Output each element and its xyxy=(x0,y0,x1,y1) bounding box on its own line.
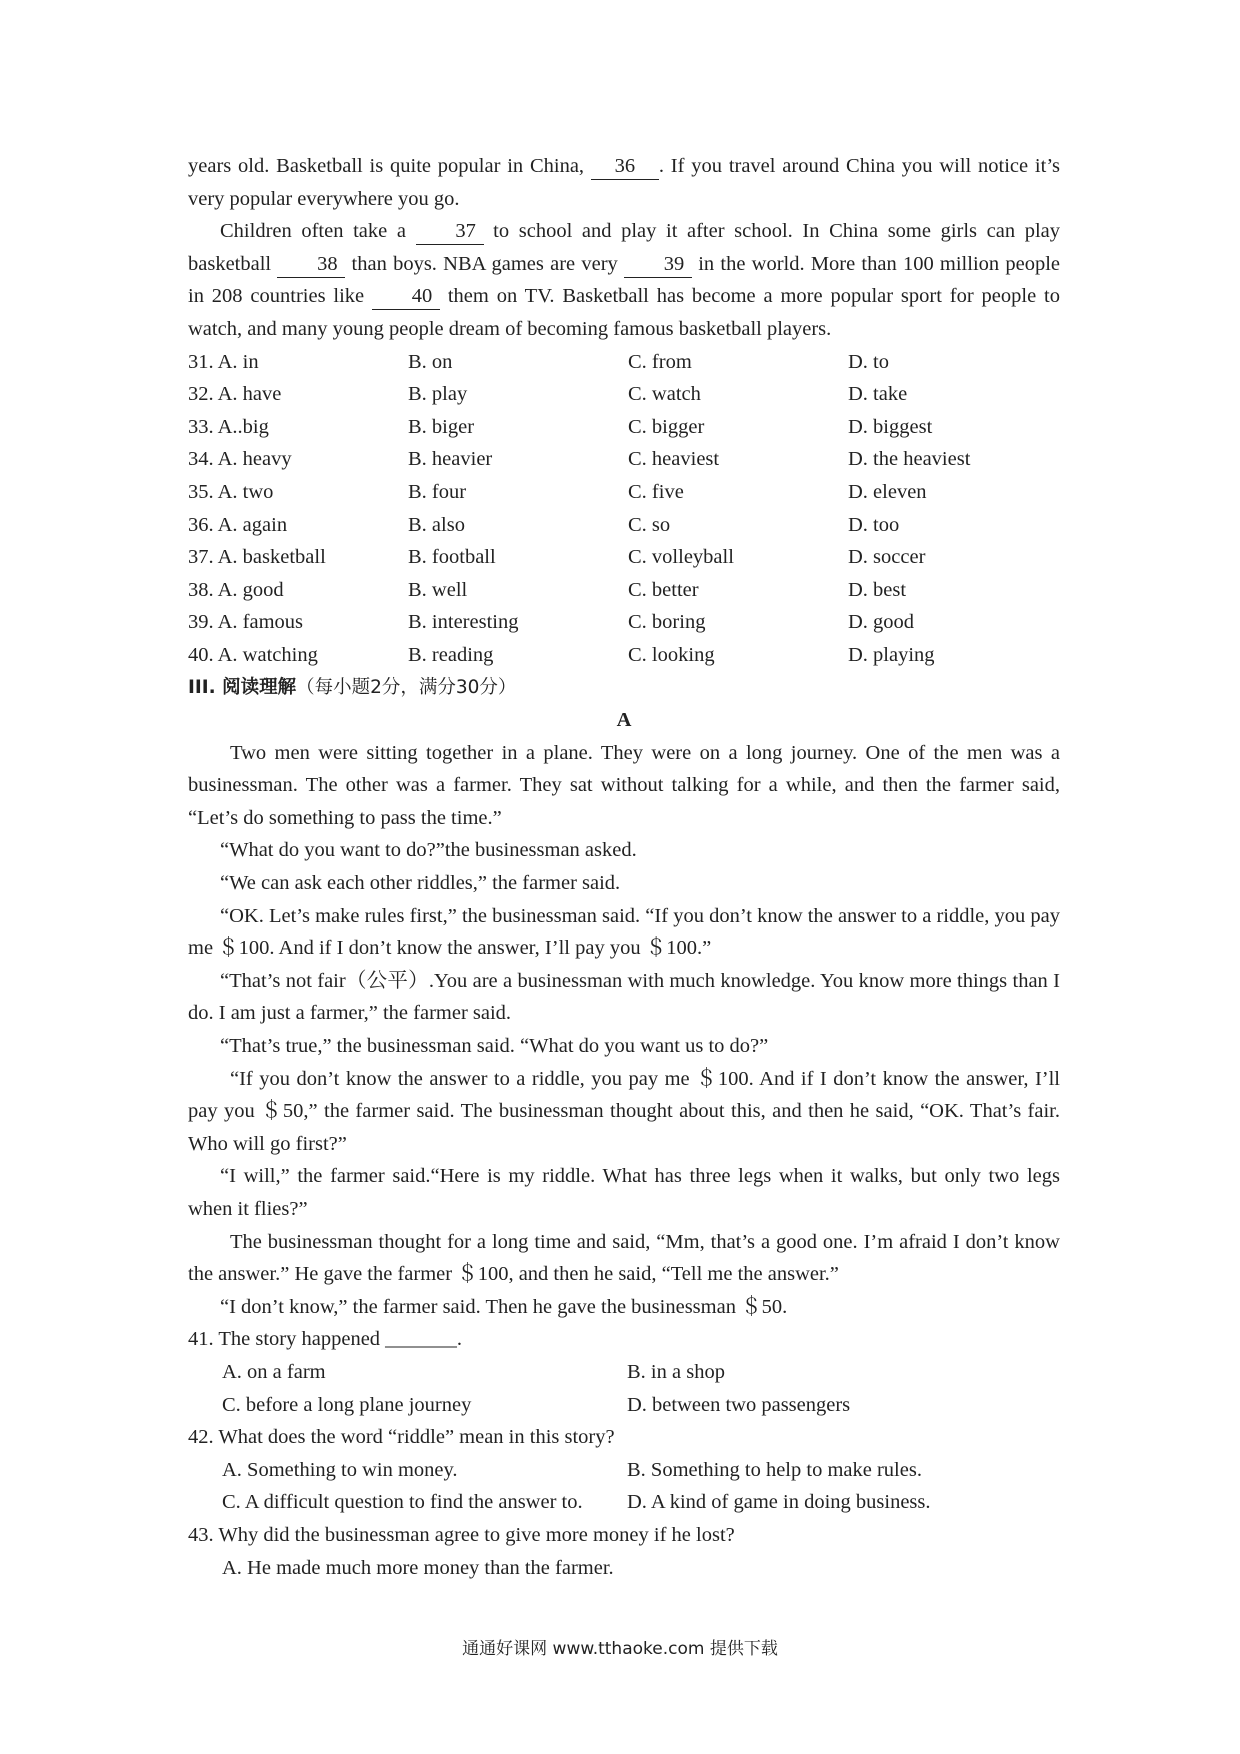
option: B. heavier xyxy=(408,448,493,471)
option: C. boring xyxy=(628,611,706,634)
option: D. too xyxy=(848,513,900,536)
passage-label: A xyxy=(616,709,632,732)
option: B. in a shop xyxy=(627,1360,725,1383)
option-row-37 xyxy=(188,541,1060,574)
question-stem: 41. The story happened _______. xyxy=(188,1328,463,1351)
option: A. on a farm xyxy=(222,1360,326,1383)
blank-37: 37 xyxy=(416,218,484,245)
text-run: Children often take a xyxy=(220,220,416,243)
option: B. Something to help to make rules. xyxy=(627,1458,922,1481)
option: D. take xyxy=(848,383,908,406)
option: C. A difficult question to find the answer to. xyxy=(222,1491,583,1514)
section-note: （每小题2分，满分30分） xyxy=(296,676,517,698)
passage-paragraph: “That’s not fair（公平）.You are a businessman with much knowledge. You know more things than I do. I am just a farmer,” the farmer said. xyxy=(188,969,1060,1025)
question-options xyxy=(188,1454,1060,1487)
page-footer: 通通好课网 www.tthaoke.com 提供下载 xyxy=(462,1639,778,1659)
text-run: to school and play it after school. In China some girls can play basketball xyxy=(188,220,1060,275)
option: C. looking xyxy=(628,643,715,666)
section-title: III. 阅读理解 xyxy=(188,676,297,698)
option-row-34 xyxy=(188,443,1060,476)
option-row-31 xyxy=(188,346,1060,379)
option: C. before a long plane journey xyxy=(222,1393,472,1416)
passage-paragraph: Two men were sitting together in a plane. They were on a long journey. One of the men was a businessman. The other was a farmer. They sat without talking for a while, and then the farmer said, “Let’s do something to pass the time.” xyxy=(188,741,1060,829)
option: B. well xyxy=(408,578,468,601)
option: 38. A. good xyxy=(188,578,284,601)
option: 35. A. two xyxy=(188,480,274,503)
text-run: than boys. NBA games are very xyxy=(345,252,624,275)
option: B. play xyxy=(408,383,468,406)
question-42 xyxy=(188,1421,1060,1519)
passage-paragraph: “I will,” the farmer said.“Here is my riddle. What has three legs when it walks, but only two legs when it flies?” xyxy=(188,1165,1060,1220)
text-run: in the world. More than 100 million people in 208 countries like xyxy=(188,252,1061,308)
section-heading xyxy=(188,672,1060,705)
option: B. interesting xyxy=(408,611,519,634)
option: A. Something to win money. xyxy=(222,1458,458,1481)
option: 33. A..big xyxy=(188,415,269,438)
option: D. best xyxy=(848,578,907,601)
option-row-32 xyxy=(188,378,1060,411)
option: 39. A. famous xyxy=(188,611,304,634)
option: C. better xyxy=(628,578,699,601)
question-43 xyxy=(188,1519,1060,1584)
option: B. football xyxy=(408,546,496,569)
option-row-38 xyxy=(188,574,1060,607)
option: C. volleyball xyxy=(628,546,734,569)
option-row-33 xyxy=(188,411,1060,444)
option: B. biger xyxy=(408,415,475,438)
blank-38: 38 xyxy=(277,251,345,278)
option: 31. A. in xyxy=(188,350,259,373)
option-row-35 xyxy=(188,476,1060,509)
option: D. the heaviest xyxy=(848,448,971,471)
question-stem: 43. Why did the businessman agree to give more money if he lost? xyxy=(188,1523,735,1546)
option: C. watch xyxy=(628,383,701,406)
option: D. good xyxy=(848,611,915,634)
blank-40: 40 xyxy=(372,283,440,310)
question-stem: 42. What does the word “riddle” mean in this story? xyxy=(188,1426,615,1449)
question-options xyxy=(188,1389,1060,1422)
option: C. bigger xyxy=(628,415,705,438)
option: D. to xyxy=(848,350,889,373)
option-row-39 xyxy=(188,606,1060,639)
passage-paragraph: “We can ask each other riddles,” the farmer said. xyxy=(220,872,621,895)
document-page xyxy=(188,150,1060,1584)
cloze-paragraph-2 xyxy=(188,215,1060,345)
option: D. soccer xyxy=(848,546,926,569)
option: D. eleven xyxy=(848,480,927,503)
option: C. five xyxy=(628,480,684,503)
option: C. from xyxy=(628,350,692,373)
text-run: them on TV. Basketball has become a more popular sport for people to watch, and many young people dream of becoming famous basketball players. xyxy=(188,285,1060,340)
option: D. playing xyxy=(848,643,935,666)
option: B. four xyxy=(408,480,467,503)
cloze-options xyxy=(188,346,1060,672)
blank-39: 39 xyxy=(624,251,692,278)
option: D. A kind of game in doing business. xyxy=(627,1491,931,1514)
option: 37. A. basketball xyxy=(188,546,326,569)
option: B. on xyxy=(408,350,453,373)
passage-paragraph: “What do you want to do?”the businessman asked. xyxy=(220,839,637,862)
blank-36: 36 xyxy=(591,153,659,180)
option: 34. A. heavy xyxy=(188,448,292,471)
option: A. He made much more money than the farmer. xyxy=(222,1556,614,1579)
reading-passage xyxy=(188,737,1060,1324)
text-run: years old. Basketball is quite popular in China, xyxy=(188,155,591,177)
question-options xyxy=(188,1356,1060,1389)
option-row-40 xyxy=(188,639,1060,672)
passage-paragraph: “I don’t know,” the farmer said. Then he gave the businessman ＄50. xyxy=(220,1295,788,1318)
cloze-paragraph-1 xyxy=(188,150,1060,215)
option-row-36 xyxy=(188,509,1060,542)
option: B. also xyxy=(408,513,465,536)
option: C. heaviest xyxy=(628,448,720,471)
option: D. biggest xyxy=(848,415,933,438)
option: D. between two passengers xyxy=(627,1393,851,1416)
text-run: . If you travel around China you will notice it’s very popular everywhere you go. xyxy=(188,155,1060,210)
question-options xyxy=(188,1486,1060,1519)
question-41 xyxy=(188,1323,1060,1421)
passage-paragraph: “If you don’t know the answer to a riddle, you pay me ＄100. And if I don’t know the answer, I’ll pay you ＄50,” the farmer said. The businessman thought about this, and then he said, “OK. That’s fair. Who will go first?” xyxy=(188,1067,1060,1155)
option: 40. A. watching xyxy=(188,643,318,666)
option: 36. A. again xyxy=(188,513,288,536)
passage-paragraph: The businessman thought for a long time and said, “Mm, that’s a good one. I’m afraid I don’t know the answer.” He gave the farmer ＄100, and then he said, “Tell me the answer.” xyxy=(188,1230,1060,1286)
option: 32. A. have xyxy=(188,383,282,406)
option: C. so xyxy=(628,513,671,536)
passage-paragraph: “OK. Let’s make rules first,” the businessman said. “If you don’t know the answer to a riddle, you pay me ＄100. And if I don’t know the answer, I’ll pay you ＄100.” xyxy=(188,904,1060,960)
passage-paragraph: “That’s true,” the businessman said. “What do you want us to do?” xyxy=(220,1035,769,1058)
option: B. reading xyxy=(408,643,494,666)
